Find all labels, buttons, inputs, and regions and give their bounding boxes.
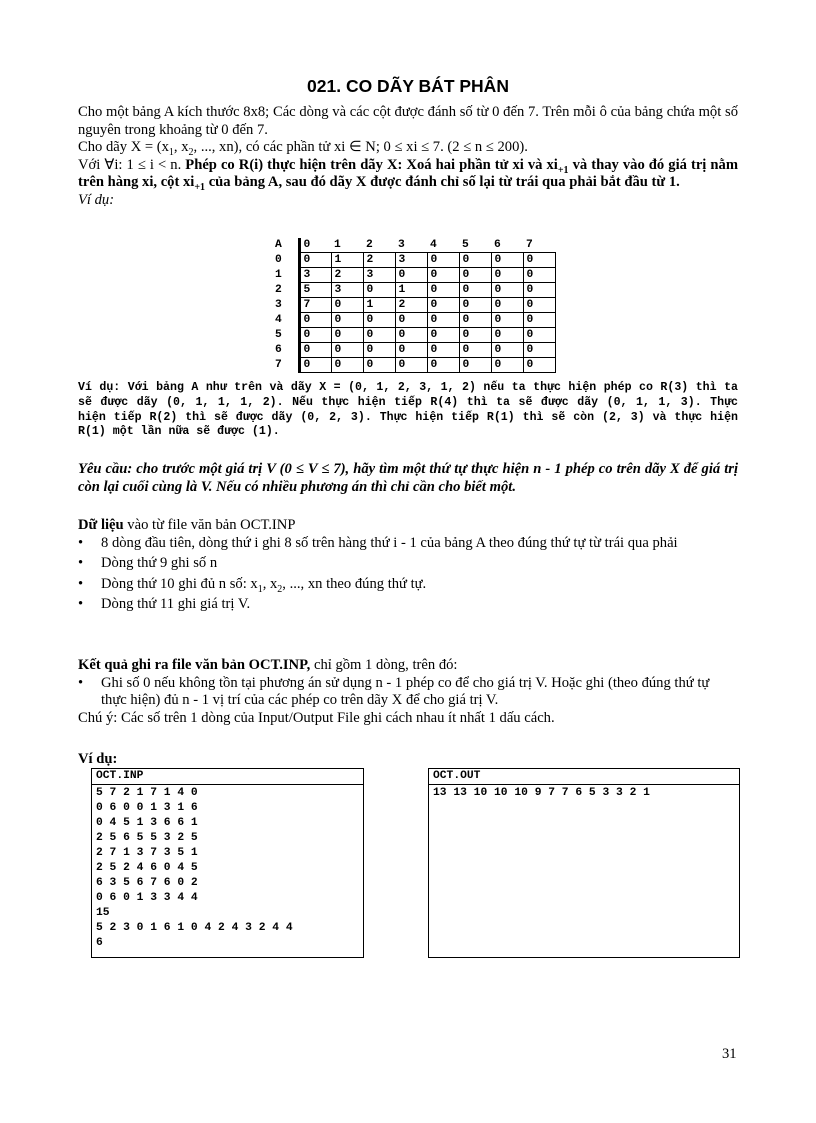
matrix-cell: 0 <box>459 343 491 358</box>
sample-input-line: 2 5 2 4 6 0 4 5 <box>96 862 198 874</box>
input-list <box>78 535 738 614</box>
matrix-cell: 3 <box>299 268 331 283</box>
matrix-cell: 0 <box>523 358 555 373</box>
matrix-row-label: 6 <box>275 344 282 356</box>
matrix-row <box>275 313 555 328</box>
matrix-cell: 0 <box>523 298 555 313</box>
matrix-cell: 0 <box>523 268 555 283</box>
matrix-cell: 0 <box>427 253 459 268</box>
matrix-row-label: 5 <box>275 329 282 341</box>
matrix-cell: 0 <box>491 253 523 268</box>
matrix-col-header: 0 <box>299 238 331 253</box>
matrix-cell: 0 <box>299 358 331 373</box>
matrix-cell: 0 <box>459 283 491 298</box>
matrix-row-label: 4 <box>275 314 282 326</box>
page-number: 31 <box>722 1046 737 1062</box>
intro-paragraph: Cho một bảng A kích thước 8x8; Các dòng và các cột được đánh số từ 0 đến 7. Trên mỗi ô của bảng chứa một số nguyên trong khoảng từ 0 đến 7. <box>78 104 738 138</box>
sample-output-line: 13 13 10 10 10 9 7 7 6 5 3 3 2 1 <box>433 787 650 799</box>
matrix-cell: 0 <box>331 343 363 358</box>
sample-input-line: 0 6 0 1 3 3 4 4 <box>96 892 198 904</box>
matrix-cell: 0 <box>363 328 395 343</box>
matrix-cell: 1 <box>331 253 363 268</box>
sample-input-line: 6 <box>96 937 103 949</box>
list-item: • Ghi số 0 nếu không tồn tại phương án sử dụng n - 1 phép co để cho giá trị V. Hoặc ghi (theo đúng thứ tự thực hiện) đủ n - 1 vị trí của các phép co trên dãy X để cho giá trị V. <box>78 674 710 708</box>
matrix-cell: 2 <box>331 268 363 283</box>
sample-input-line: 2 7 1 3 7 3 5 1 <box>96 847 198 859</box>
matrix-cell: 0 <box>331 358 363 373</box>
matrix-corner: A <box>275 239 282 252</box>
matrix-cell: 0 <box>491 313 523 328</box>
matrix-cell: 0 <box>491 298 523 313</box>
matrix-row-label: 1 <box>275 269 282 281</box>
matrix-cell: 0 <box>491 328 523 343</box>
output-section <box>78 657 738 727</box>
matrix-cell: 0 <box>523 283 555 298</box>
matrix-cell: 0 <box>491 268 523 283</box>
output-heading: Kết quả ghi ra file văn bản OCT.INP, chỉ gồm 1 dòng, trên đó: <box>78 657 458 673</box>
matrix-row <box>275 343 555 358</box>
matrix-row <box>275 358 555 373</box>
problem-title: 021. CO DÃY BÁT PHÂN <box>307 76 509 96</box>
matrix-cell: 3 <box>395 253 427 268</box>
matrix-cell: 0 <box>299 328 331 343</box>
sample-input-box <box>91 768 364 958</box>
matrix-col-header: 2 <box>366 239 373 251</box>
sample-output-box <box>428 768 740 958</box>
matrix-cell: 0 <box>363 313 395 328</box>
matrix-row-label: 3 <box>275 299 282 311</box>
sample-output-content <box>429 785 739 802</box>
intro-section <box>78 104 738 209</box>
sample-output-title: OCT.OUT <box>429 769 739 785</box>
matrix-cell: 0 <box>363 343 395 358</box>
output-list <box>78 675 738 710</box>
matrix-cell: 0 <box>459 298 491 313</box>
matrix-cell: 2 <box>363 253 395 268</box>
sample-input-line: 6 3 5 6 7 6 0 2 <box>96 877 198 889</box>
matrix-row-label: 0 <box>275 254 282 266</box>
matrix-row <box>275 283 555 298</box>
example-label: Ví dụ: <box>78 191 115 208</box>
sample-input-line: 5 2 3 0 1 6 1 0 4 2 4 3 2 4 4 <box>96 922 293 934</box>
matrix-cell: 0 <box>427 328 459 343</box>
matrix-cell: 0 <box>427 268 459 283</box>
matrix-cell: 0 <box>491 343 523 358</box>
sequence-definition: Cho dãy $X = (x_1$, $x_2$, ..., xn), có các phần tử xi ∈ N; 0 ≤ xi ≤ 7. (2 ≤ n ≤ 200). <box>78 139 528 158</box>
matrix-col-header: 6 <box>494 239 501 251</box>
sample-input-line: 15 <box>96 907 110 919</box>
matrix-cell: 0 <box>491 283 523 298</box>
matrix-table <box>275 238 556 373</box>
sample-label-block <box>78 751 738 769</box>
matrix-cell: 2 <box>395 298 427 313</box>
matrix-cell: 0 <box>491 358 523 373</box>
matrix-cell: 0 <box>459 358 491 373</box>
matrix-col-header: 3 <box>398 239 405 251</box>
list-item: • Dòng thứ 9 ghi số n <box>78 555 218 571</box>
matrix-cell: 0 <box>331 313 363 328</box>
sample-input-title: OCT.INP <box>92 769 363 785</box>
matrix-cell: 0 <box>459 268 491 283</box>
sample-input-content <box>92 785 363 952</box>
matrix-cell: 3 <box>363 268 395 283</box>
matrix-cell: 0 <box>395 328 427 343</box>
matrix-row-label: 7 <box>275 359 282 371</box>
matrix-cell: 5 <box>299 283 331 298</box>
matrix-cell: 0 <box>523 343 555 358</box>
matrix-col-header: 7 <box>526 239 533 251</box>
input-section <box>78 517 738 614</box>
requirement-section: Yêu cầu: cho trước một giá trị V (0 ≤ V ≤ 7), hãy tìm một thứ tự thực hiện n - 1 phép co trên dãy X để giá trị còn lại cuối cùng là V. Nếu có nhiều phương án thì chỉ cần cho biết một. <box>78 461 738 495</box>
sample-label: Ví dụ: <box>78 751 118 767</box>
sample-input-line: 0 4 5 1 3 6 6 1 <box>96 817 198 829</box>
matrix-cell: 0 <box>427 298 459 313</box>
matrix-row <box>275 253 555 268</box>
matrix-cell: 0 <box>523 328 555 343</box>
input-heading: Dữ liệu vào từ file văn bản OCT.INP <box>78 517 296 533</box>
matrix-row <box>275 328 555 343</box>
sample-input-line: 2 5 6 5 5 3 2 5 <box>96 832 198 844</box>
matrix-cell: 7 <box>299 298 331 313</box>
matrix-cell: 0 <box>459 328 491 343</box>
matrix-col-header: 5 <box>462 239 469 251</box>
matrix-cell: 3 <box>331 283 363 298</box>
matrix-row <box>275 268 555 283</box>
matrix-cell: 0 <box>395 268 427 283</box>
matrix-cell: 1 <box>363 298 395 313</box>
matrix-cell: 0 <box>523 253 555 268</box>
matrix-cell: 0 <box>427 358 459 373</box>
matrix-cell: 0 <box>363 283 395 298</box>
list-item: • Dòng thứ 11 ghi giá trị V. <box>78 596 251 612</box>
matrix-row <box>275 298 555 313</box>
example-explanation: Ví dụ: Với bảng A như trên và dãy X = (0, 1, 2, 3, 1, 2) nếu ta thực hiện phép co R(3) thì ta sẽ được dãy (0, 1, 1, 1, 2). Nếu thực hiện tiếp R(4) thì ta sẽ được dãy (0, 1, 1, 3). Thực hiện tiếp R(2) thì sẽ được dãy (0, 2, 3). Thực hiện tiếp R(1) thì sẽ còn (2, 3) và thực hiện R(1) một lần nữa sẽ được (1). <box>78 381 738 439</box>
matrix-cell: 0 <box>395 343 427 358</box>
output-note: Chú ý: Các số trên 1 dòng của Input/Output File ghi cách nhau ít nhất 1 dấu cách. <box>78 709 555 726</box>
matrix-cell: 0 <box>427 343 459 358</box>
matrix-cell: 0 <box>523 313 555 328</box>
list-item: • Dòng thứ 10 ghi đủ n số: $x_1$, $x_2$, ..., xn theo đúng thứ tự. <box>78 575 427 595</box>
matrix-cell: 0 <box>299 253 331 268</box>
matrix-cell: 0 <box>331 328 363 343</box>
matrix-cell: 0 <box>395 313 427 328</box>
matrix-cell: 0 <box>299 343 331 358</box>
operation-definition: Với ∀i: 1 ≤ i < n. Phép co R(i) thực hiện trên dãy X: Xoá hai phần tử xi và $xi_{+1}$ và thay vào đó giá trị nằm trên hàng xi, cột $xi_{+1}$ của bảng A, sau đó dãy X được đánh chỉ số lại từ trái qua phải bắt đầu từ 1. <box>78 156 738 193</box>
matrix-cell: 0 <box>331 298 363 313</box>
matrix-cell: 0 <box>459 253 491 268</box>
matrix-row-label: 2 <box>275 284 282 296</box>
sample-input-line: 5 7 2 1 7 1 4 0 <box>96 787 198 799</box>
matrix-col-header: 4 <box>430 239 437 251</box>
sample-input-line: 0 6 0 0 1 3 1 6 <box>96 802 198 814</box>
matrix-col-header: 1 <box>334 239 341 251</box>
matrix-cell: 0 <box>299 313 331 328</box>
matrix-cell: 0 <box>427 313 459 328</box>
matrix-cell: 0 <box>459 313 491 328</box>
list-item: • 8 dòng đầu tiên, dòng thứ i ghi 8 số trên hàng thứ i - 1 của bảng A theo đúng thứ tự từ trái qua phải <box>78 534 678 551</box>
matrix-cell: 0 <box>395 358 427 373</box>
matrix-cell: 1 <box>395 283 427 298</box>
matrix-cell: 0 <box>427 283 459 298</box>
matrix-cell: 0 <box>363 358 395 373</box>
